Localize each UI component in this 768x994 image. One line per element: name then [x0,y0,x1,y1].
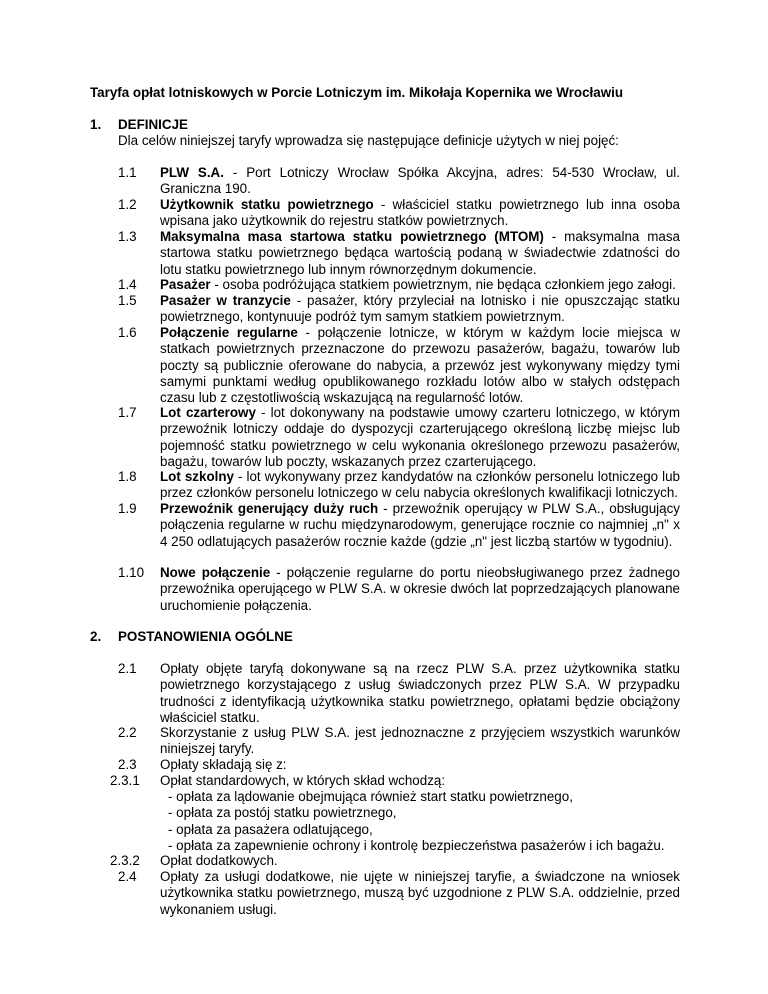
definition-item [118,229,680,278]
item-number: 1.4 [118,277,137,292]
section-1-number: 1. [90,117,102,132]
definition-term: Lot szkolny [160,469,234,484]
section-1-intro: Dla celów niniejszej taryfy wprowadza się następujące definicje użytych w niej pojęć: [118,133,619,148]
definition-text: - osoba podróżująca statkiem powietrznym, nie będąca członkiem jego załogi. [210,277,676,292]
definition-item [118,165,680,198]
item-number: 1.3 [118,229,137,244]
item-number: 2.2 [118,725,137,740]
item-number: 1.9 [118,501,137,516]
provision-item [118,661,680,726]
definition-term: Pasażer w tranzycie [160,293,291,308]
definition-text: - połączenie regularne do portu nieobsługiwanego przez żadnego przewoźnika operującego w PLW S.A. w okresie dwóch lat poprzedzających planowane uruchomienie połączenia. [160,565,680,613]
definition-text: - pasażer, który przyleciał na lotnisko i nie opuszczając statku powietrznego, kontynuuje podróż tym samym statkiem powietrznym. [160,293,680,325]
definition-item [118,565,680,614]
definition-item [118,501,680,550]
provision-text: Opłaty objęte taryfą dokonywane są na rzecz PLW S.A. przez użytkownika statku powietrznego korzystającego z usług świadczonych przez PLW S.A. W przypadku trudności z identyfikacją użytkownika statku powietrznego, opłatami będzie obciążony właściciel statku. [160,661,680,725]
definition-item [118,405,680,470]
provision-text: Opłaty za usługi dodatkowe, nie ujęte w niniejszej taryfie, a świadczone na wniosek użytkownika statku powietrznego, muszą być uzgodnione z PLW S.A. oddzielnie, przed wykonaniem usługi. [160,869,680,917]
fee-list-item: - opłata za zapewnienie ochrony i kontrolę bezpieczeństwa pasażerów i ich bagażu. [168,837,665,853]
provision-text: Opłat dodatkowych. [160,853,278,868]
provision-item [118,725,680,758]
definition-term: Maksymalna masa startowa statku powietrznego (MTOM) [160,229,544,244]
definition-item [118,277,680,293]
definition-text: - maksymalna masa startowa statku powietrznego będąca wartością podaną w świadectwie zdatności do lotu statku powietrznego lub innym równorzędnym dokumencie. [160,229,680,277]
section-2-title: POSTANOWIENIA OGÓLNE [118,629,293,644]
definition-text: - przewoźnik operujący w PLW S.A., obsługujący połączenia regularne w ruchu międzynarodowym, generujące rocznie co najmniej „n" x 4 250 odlatujących pasażerów rocznie każde (gdzie „n" jest liczbą startów w tygodniu). [160,501,680,549]
definition-text: - właściciel statku powietrznego lub inna osoba wpisana jako użytkownik do rejestru statków powietrznych. [160,197,680,229]
definition-item [118,197,680,230]
definition-item [118,293,680,326]
definition-item [118,325,680,406]
provision-item [118,757,680,773]
fee-list-item: - opłata za pasażera odlatującego, [168,821,373,837]
definition-term: PLW S.A. [160,165,224,180]
fee-list-item: - opłata za lądowanie obejmująca również start statku powietrznego, [168,789,573,804]
fee-list-item: - opłata za postój statku powietrznego, [168,805,397,821]
definition-text: - lot dokonywany na podstawie umowy czarteru lotniczego, w którym przewoźnik lotniczy oddaje do dyspozycji czarterującego określoną liczbę miejsc lub pojemność statku powietrznego w celu wykonania określonego przewozu pasażerów, bagażu, towarów lub poczty, wskazanych przez czarterującego. [160,405,680,469]
item-number: 2.3 [118,757,137,772]
section-1-title: DEFINICJE [118,117,188,132]
definition-term: Pasażer [160,277,211,292]
provision-text: Opłat standardowych, w których skład wchodzą: [160,773,446,788]
definition-term: Przewoźnik generujący duży ruch [160,501,379,516]
item-number: 2.4 [118,869,137,884]
document-title: Taryfa opłat lotniskowych w Porcie Lotniczym im. Mikołaja Kopernika we Wrocławiu [90,85,624,100]
item-number: 1.6 [118,325,137,340]
definition-text: - połączenie lotnicze, w którym w każdym locie miejsca w statkach powietrznych przeznaczone do przewozu pasażerów, bagażu, towarów lub poczty są publicznie oferowane do nabycia, a przewóz jest wykonywany między tymi samymi punktami według opublikowanego rozkładu lotów albo w stałych odstępach czasu lub z częstotliwością wskazującą na regularność lotów. [160,325,680,406]
definition-term: Połączenie regularne [160,325,298,340]
definition-term: Użytkownik statku powietrznego [160,197,374,212]
item-number: 1.1 [118,165,137,180]
definition-term: Lot czarterowy [160,405,256,420]
item-number: 1.7 [118,405,137,420]
standard-fees-list [168,789,688,854]
item-number: 1.10 [118,565,145,580]
item-number: 1.5 [118,293,137,308]
provision-item [110,853,680,869]
definition-item [118,469,680,502]
provision-text: Opłaty składają się z: [160,757,287,772]
definition-text: - lot wykonywany przez kandydatów na członków personelu lotniczego lub przez członków personelu lotniczego w celu nabycia określonych kwalifikacji lotniczych. [160,469,681,501]
item-number: 2.3.1 [110,773,140,788]
definition-text: - Port Lotniczy Wrocław Spółka Akcyjna, adres: 54-530 Wrocław, ul. Graniczna 190. [160,165,681,197]
provision-text: Skorzystanie z usług PLW S.A. jest jednoznaczne z przyjęciem wszystkich warunków niniejszej taryfy. [160,725,680,757]
item-number: 1.8 [118,469,137,484]
definition-term: Nowe połączenie [160,565,271,580]
item-number: 2.1 [118,661,137,676]
provision-item [118,869,680,918]
provision-item [110,773,680,789]
item-number: 1.2 [118,197,137,212]
section-2-number: 2. [90,629,102,644]
item-number: 2.3.2 [110,853,140,868]
